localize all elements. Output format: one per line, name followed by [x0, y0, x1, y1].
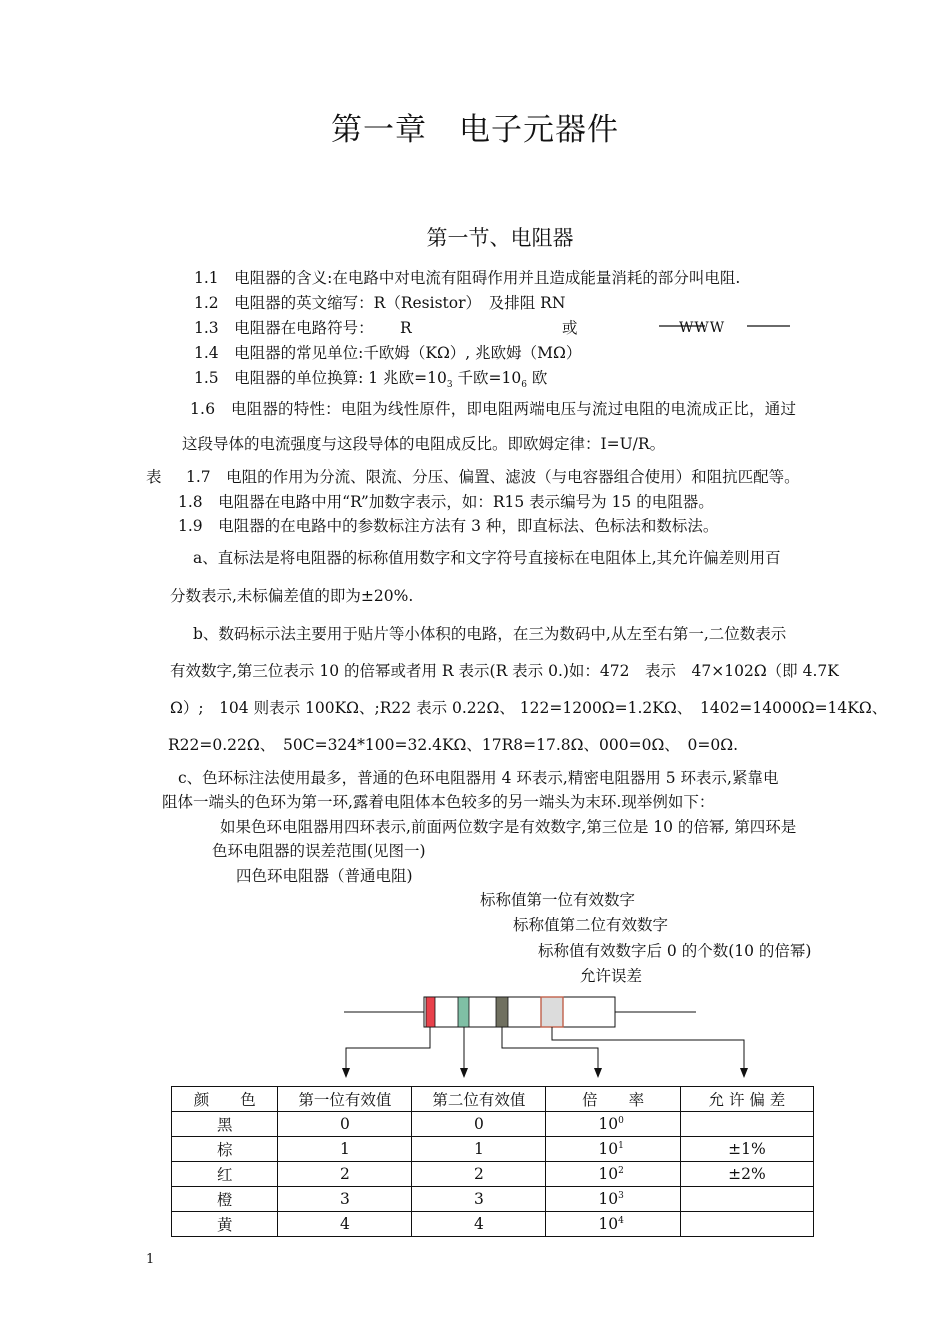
resistor-band-3: [496, 997, 508, 1027]
item-1-5-b: 千欧=10: [452, 369, 522, 387]
resistor-band-2: [458, 997, 469, 1027]
table-row: [172, 1187, 814, 1212]
table-cell-d1: 4: [278, 1212, 412, 1237]
table-cell-tolerance: ±1%: [680, 1137, 813, 1162]
item-1-5: [194, 368, 547, 395]
item-1-3-symbol-r: R: [400, 319, 412, 337]
table-cell-color: 橙: [172, 1187, 278, 1212]
table-cell-d2: 4: [412, 1212, 546, 1237]
table-row: [172, 1212, 814, 1237]
table-cell-multiplier: [546, 1137, 680, 1162]
item-1-5-a: 1.5 电阻器的单位换算: 1 兆欧=10: [194, 369, 447, 387]
table-cell-d1: 0: [278, 1112, 412, 1137]
para-b-line3: Ω）; 104 则表示 100KΩ、;R22 表示 0.22Ω、 122=1200Ω=1.2KΩ、 1402=14000Ω=14KΩ、: [170, 699, 888, 717]
multiplier-exponent: 3: [618, 1190, 624, 1201]
item-1-1: 1.1 电阻器的含义:在电路中对电流有阻碍作用并且造成能量消耗的部分叫电阻.: [194, 269, 741, 287]
table-header-second-digit: 第二位有效值: [412, 1087, 546, 1112]
table-row: [172, 1162, 814, 1187]
table-header-multiplier: 倍 率: [546, 1087, 680, 1112]
diagram-label-tolerance: 允许误差: [580, 967, 643, 985]
table-cell-color: 红: [172, 1162, 278, 1187]
table-row: [172, 1137, 814, 1162]
multiplier-base: 10: [598, 1115, 619, 1133]
multiplier-exponent: 4: [618, 1215, 624, 1226]
para-b-line4: R22=0.22Ω、 50C=324*100=32.4KΩ、17R8=17.8Ω、000=0Ω、 0=0Ω.: [168, 736, 739, 754]
table-cell-d1: 3: [278, 1187, 412, 1212]
item-1-5-exp1: 3: [446, 380, 453, 391]
multiplier-exponent: 0: [618, 1115, 624, 1126]
resistor-diagram: [340, 990, 760, 1086]
multiplier-exponent: 2: [618, 1165, 624, 1176]
para-b-line1: b、数码标示法主要用于贴片等小体积的电路，在三为数码中,从左至右第一,二位数表示: [193, 625, 787, 643]
leader-line-3: [502, 1027, 598, 1070]
table-cell-d2: 1: [412, 1137, 546, 1162]
para-d-line1: 如果色环电阻器用四环表示,前面两位数字是有效数字,第三位是 10 的倍幂, 第四环是: [220, 818, 797, 836]
item-1-3-www: WWW: [679, 320, 726, 336]
resistor-symbol-lines: [655, 320, 795, 332]
diagram-label-multiplier: 标称值有效数字后 0 的个数(10 的倍幂): [538, 942, 812, 960]
table-cell-tolerance: [680, 1112, 813, 1137]
multiplier-base: 10: [598, 1190, 619, 1208]
table-cell-tolerance: [680, 1187, 813, 1212]
table-cell-tolerance: [680, 1212, 813, 1237]
table-cell-color: 黄: [172, 1212, 278, 1237]
para-d-line3: 四色环电阻器（普通电阻): [236, 867, 413, 885]
table-header-color: 颜 色: [172, 1087, 278, 1112]
item-1-8: 1.8 电阻器在电路中用“R”加数字表示，如：R15 表示编号为 15 的电阻器。: [178, 493, 714, 511]
para-d-line2: 色环电阻器的误差范围(见图一): [212, 842, 426, 860]
item-1-9: 1.9 电阻器的在电路中的参数标注方法有 3 种，即直标法、色标法和数标法。: [178, 517, 719, 535]
item-1-4: 1.4 电阻器的常见单位:千欧姆（KΩ）, 兆欧姆（MΩ）: [194, 344, 582, 362]
item-1-6: 1.6 电阻器的特性：电阻为线性原件，即电阻两端电压与流过电阻的电流成正比，通过: [190, 400, 797, 418]
table-cell-d2: 2: [412, 1162, 546, 1187]
item-1-7-table-label: 表: [146, 468, 162, 486]
table-header-first-digit: 第一位有效值: [278, 1087, 412, 1112]
multiplier-base: 10: [598, 1215, 619, 1233]
para-c-line2: 阻体一端头的色环为第一环,露着电阻体本色较多的另一端头为末环.现举例如下：: [162, 793, 715, 811]
table-header-tolerance: 允 许 偏 差: [680, 1087, 813, 1112]
leader-line-1: [346, 1027, 430, 1070]
item-1-3-or: 或: [562, 319, 578, 337]
multiplier-base: 10: [598, 1165, 619, 1183]
color-code-table: [171, 1086, 814, 1237]
para-a-line2: 分数表示,未标偏差值的即为±20%.: [170, 587, 414, 605]
page-number: 1: [146, 1252, 155, 1267]
table-cell-tolerance: ±2%: [680, 1162, 813, 1187]
para-a-line1: a、直标法是将电阻器的标称值用数字和文字符号直接标在电阻体上,其允许偏差则用百: [193, 549, 781, 567]
item-1-3-label: 1.3 电阻器在电路符号：: [194, 319, 374, 337]
diagram-label-first-digit: 标称值第一位有效数字: [480, 891, 636, 909]
table-header-row: [172, 1087, 814, 1112]
table-cell-multiplier: [546, 1212, 680, 1237]
item-1-5-exp2: 6: [521, 380, 527, 391]
para-b-line2: 有效数字,第三位表示 10 的倍幂或者用 R 表示(R 表示 0.)如：472 表示 47×102Ω（即 4.7K: [170, 662, 839, 680]
table-cell-d1: 1: [278, 1137, 412, 1162]
table-cell-d2: 0: [412, 1112, 546, 1137]
table-cell-d2: 3: [412, 1187, 546, 1212]
item-1-5-c: 欧: [526, 369, 548, 387]
table-cell-multiplier: [546, 1112, 680, 1137]
para-c-line1: c、色环标注法使用最多，普通的色环电阻器用 4 环表示,精密电阻器用 5 环表示,紧靠电: [178, 769, 779, 787]
table-cell-color: 棕: [172, 1137, 278, 1162]
diagram-label-second-digit: 标称值第二位有效数字: [513, 916, 669, 934]
item-1-2: 1.2 电阻器的英文缩写：R（Resistor） 及排阻 RN: [194, 294, 566, 312]
item-1-6-cont: 这段导体的电流强度与这段导体的电阻成反比。即欧姆定律：I=U/R。: [182, 435, 666, 453]
table-cell-d1: 2: [278, 1162, 412, 1187]
table-row: [172, 1112, 814, 1137]
resistor-band-4: [541, 997, 563, 1027]
chapter-title: 第一章 电子元器件: [331, 112, 619, 148]
multiplier-exponent: 1: [618, 1140, 624, 1151]
table-cell-multiplier: [546, 1187, 680, 1212]
multiplier-base: 10: [598, 1140, 619, 1158]
section-title: 第一节、电阻器: [426, 226, 574, 250]
item-1-7: 1.7 电阻的作用为分流、限流、分压、偏置、滤波（与电容器组合使用）和阻抗匹配等。: [186, 468, 800, 486]
table-cell-color: 黑: [172, 1112, 278, 1137]
resistor-band-1: [426, 997, 435, 1027]
table-cell-multiplier: [546, 1162, 680, 1187]
